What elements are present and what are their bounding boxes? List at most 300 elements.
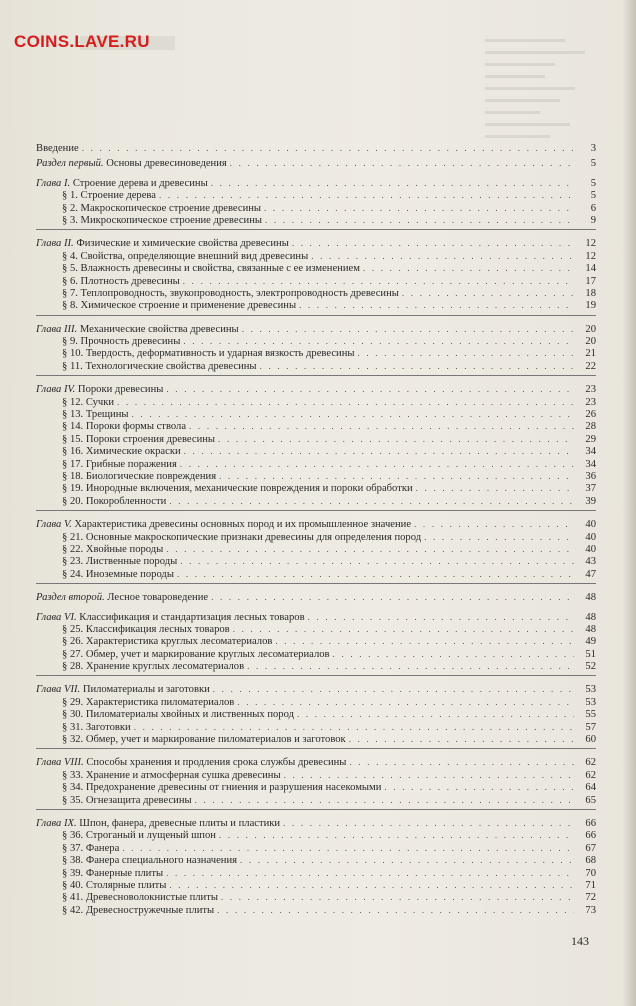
dot-leader [349,733,574,745]
toc-entry-section [36,769,596,781]
toc-entry-section [36,470,596,482]
toc-entry-label: § 3. Микроскопическое строение древесины [62,214,262,226]
toc-entry-title [36,178,211,189]
dot-leader [311,250,574,262]
toc-page-number: 60 [585,734,596,746]
toc-entry-section [36,708,596,720]
toc-page-number: 26 [585,409,596,421]
toc-entry-label: § 38. Фанера специального назначения [62,855,237,867]
divider-rule [36,748,596,749]
toc-entry-section [36,202,596,214]
toc-entry-label: Физические и химические свойства древесины [76,238,289,250]
toc-page-number: 29 [585,433,596,445]
divider-rule [36,510,596,511]
toc-entry-title [36,143,82,154]
toc-entry-section [36,189,596,201]
chapter-divider [36,507,596,511]
toc-entry-title [36,757,349,768]
toc-entry-section [36,287,596,299]
toc-entry-section [36,335,596,347]
toc-entry-section [36,794,596,806]
toc-entry-title [36,818,283,829]
toc-entry-section [36,879,596,891]
dot-leader [82,142,574,154]
divider-rule [36,229,596,230]
toc-entry-section [36,721,596,733]
toc-page-number: 21 [585,348,596,360]
toc-page-number: 65 [585,794,596,806]
chapter-divider [36,806,596,810]
toc-entry-title [62,336,183,347]
table-of-contents [36,142,596,916]
toc-entry-title [62,459,180,470]
toc-entry-label: § 15. Пороки строения древесины [62,433,216,445]
dot-leader [166,867,574,879]
toc-entry-section [36,250,596,262]
toc-entry-intro [36,142,596,154]
divider-rule [36,315,596,316]
toc-page-number: 51 [585,648,596,660]
toc-entry-label: § 37. Фанера [62,842,120,854]
dot-leader [219,829,574,841]
toc-entry-title [62,361,260,372]
toc-entry-section [36,299,596,311]
toc-entry-prefix: Глава I. [36,177,71,189]
toc-page-number: 40 [585,543,596,555]
toc-entry-label: § 21. Основные макроскопические признаки древесины для определения пород [62,531,422,543]
toc-page-number: 22 [585,360,596,372]
dot-leader [184,445,574,457]
toc-page-number: 62 [585,757,596,769]
toc-entry-section [36,262,596,274]
dot-leader [233,623,574,635]
toc-entry-prefix: Глава V. [36,519,72,531]
toc-entry-title [62,397,117,408]
toc-entry-section [36,275,596,287]
dot-leader [299,299,574,311]
toc-entry-label: § 8. Химическое строение и применение древесины [62,300,297,312]
toc-entry-title [36,612,308,623]
toc-entry-title [62,770,284,781]
toc-entry-label: § 10. Твердость, деформативность и ударная вязкость древесины [62,348,355,360]
dot-leader [180,458,574,470]
toc-entry-label: § 17. Грибные поражения [62,458,177,470]
toc-entry-title [62,203,264,214]
dot-leader [217,904,574,916]
toc-entry-title [62,661,247,672]
chapter-divider [36,312,596,316]
divider-rule [36,375,596,376]
dot-leader [189,420,574,432]
dot-leader [275,635,574,647]
toc-entry-label: Шпон, фанера, древесные плиты и пластики [79,817,281,829]
toc-entry-title [36,519,414,530]
chapter-divider [36,372,596,376]
toc-entry-title [62,471,219,482]
toc-page-number: 20 [585,336,596,348]
toc-entry-section [36,347,596,359]
toc-page-number: 72 [585,892,596,904]
toc-entry-title [62,624,233,635]
toc-entry-section [36,829,596,841]
toc-entry-section [36,531,596,543]
toc-entry-title [62,795,195,806]
toc-entry-title [62,636,275,647]
toc-page-number: 28 [585,421,596,433]
dot-leader [183,335,574,347]
dot-leader [132,408,574,420]
toc-entry-label: § 35. Огнезащита древесины [62,794,192,806]
toc-page-number: 34 [585,458,596,470]
toc-entry-section [36,555,596,567]
toc-entry-section [36,891,596,903]
toc-entry-chapter [36,177,596,189]
toc-entry-title [62,288,402,299]
toc-page-number: 43 [585,556,596,568]
toc-entry-label: § 1. Строение дерева [62,190,156,202]
toc-page-number: 20 [585,323,596,335]
toc-entry-label: Характеристика древесины основных пород и их промышленное значение [74,519,412,531]
toc-page-number: 49 [585,636,596,648]
toc-entry-chapter [36,611,596,623]
toc-page-number: 48 [585,623,596,635]
toc-entry-title [62,722,134,733]
toc-entry-label: § 14. Пороки формы ствола [62,421,187,433]
toc-page-number: 23 [585,384,596,396]
toc-entry-label: § 36. Строганый и лущеный шпон [62,830,216,842]
toc-entry-chapter [36,383,596,395]
toc-entry-chapter [36,756,596,768]
toc-page-number: 48 [585,592,596,604]
toc-entry-chapter [36,518,596,530]
dot-leader [211,591,574,603]
dot-leader [117,396,574,408]
dot-leader [213,683,574,695]
toc-entry-title [62,434,218,445]
dot-leader [195,794,574,806]
toc-entry-title [62,569,177,580]
toc-entry-section [36,420,596,432]
toc-page-number: 5 [590,177,596,189]
toc-entry-title [62,421,189,432]
page-edge-shadow [622,0,636,1006]
toc-entry-label: Введение [36,143,79,154]
toc-entry-label: § 34. Предохранение древесины от гниения и разрушения насекомыми [62,782,382,794]
toc-entry-section [36,458,596,470]
toc-entry-title [62,263,363,274]
toc-entry-title [62,782,384,793]
toc-page-number: 71 [585,879,596,891]
dot-leader [218,433,574,445]
toc-page-number: 66 [585,830,596,842]
toc-entry-label: § 9. Прочность древесины [62,336,181,348]
chapter-divider [36,580,596,584]
toc-entry-prefix: Глава IV. [36,384,76,396]
toc-entry-label: § 13. Трещины [62,409,129,421]
toc-entry-title [62,300,299,311]
toc-entry-title [36,324,242,335]
toc-entry-section [36,842,596,854]
toc-page-number: 9 [590,214,596,226]
toc-entry-title [62,830,219,841]
toc-page-number: 19 [585,300,596,312]
toc-entry-label: § 39. Фанерные плиты [62,867,164,879]
toc-entry-title [62,855,240,866]
toc-page-number: 73 [585,904,596,916]
toc-entry-title [62,734,349,745]
toc-entry-section [36,904,596,916]
toc-page-number: 68 [585,855,596,867]
toc-entry-chapter [36,323,596,335]
toc-entry-title [62,348,358,359]
toc-entry-section [36,660,596,672]
toc-entry-label: § 24. Иноземные породы [62,568,174,580]
toc-entry-title [62,892,221,903]
page-number: 143 [571,934,589,948]
toc-entry-prefix: Раздел первый. [36,158,104,170]
toc-entry-label: Основы древесиноведения [106,158,227,170]
dot-leader [284,769,574,781]
toc-entry-title [36,238,292,249]
dot-leader [169,495,574,507]
toc-entry-section [36,360,596,372]
toc-entry-label: § 2. Макроскопическое строение древесины [62,202,262,214]
dot-leader [333,648,574,660]
toc-entry-label: § 19. Инородные включения, механические повреждения и пороки обработки [62,483,413,495]
toc-entry-label: § 18. Биологические повреждения [62,470,217,482]
toc-page-number: 62 [585,769,596,781]
toc-entry-section [36,623,596,635]
dot-leader [416,482,574,494]
chapter-divider [36,672,596,676]
dot-leader [221,891,574,903]
toc-entry-section [36,781,596,793]
dot-leader [402,287,574,299]
toc-entry-label: Способы хранения и продления срока службы древесины [86,757,347,769]
dot-leader [264,202,574,214]
toc-page-number: 64 [585,782,596,794]
toc-entry-label: § 28. Хранение круглых лесоматериалов [62,661,245,673]
toc-entry-label: § 6. Плотность древесины [62,275,180,287]
toc-entry-label: § 31. Заготовки [62,721,131,733]
toc-entry-section [36,867,596,879]
toc-entry-label: § 4. Свойства, определяющие внешний вид древесины [62,250,309,262]
dot-leader [292,237,574,249]
toc-entry-label: § 27. Обмер, учет и маркирование круглых лесоматериалов [62,648,330,660]
divider-rule [36,675,596,676]
watermark[interactable]: COINS.LAVE.RU [14,32,150,51]
toc-entry-part [36,157,596,169]
dot-leader [211,177,574,189]
toc-entry-label: § 30. Пиломатериалы хвойных и лиственных пород [62,709,294,721]
toc-entry-section [36,696,596,708]
toc-page-number: 17 [585,275,596,287]
toc-entry-label: § 5. Влажность древесины и свойства, связанные с ее изменением [62,263,360,275]
dot-leader [180,555,574,567]
toc-entry-section [36,445,596,457]
toc-page-number: 5 [590,190,596,202]
toc-entry-title [62,649,333,660]
dot-leader [166,383,574,395]
dot-leader [308,611,574,623]
toc-entry-section [36,214,596,226]
toc-entry-label: § 20. Покоробленности [62,495,167,507]
divider-rule [36,583,596,584]
dot-leader [166,543,574,555]
toc-page-number: 53 [585,696,596,708]
toc-entry-label: § 32. Обмер, учет и маркирование пиломатериалов и заготовок [62,734,346,746]
dot-leader [159,189,574,201]
toc-entry-title [36,158,230,169]
toc-entry-title [36,592,211,603]
toc-entry-title [62,532,424,543]
toc-page-number: 47 [585,568,596,580]
toc-entry-section [36,635,596,647]
toc-entry-chapter [36,817,596,829]
toc-entry-label: Лесное товароведение [107,592,209,604]
dot-leader [384,781,574,793]
toc-entry-title [62,409,132,420]
toc-entry-label: § 7. Теплопроводность, звукопроводность, электропроводность древесины [62,287,399,299]
toc-entry-label: § 42. Древесностружечные плиты [62,904,215,916]
toc-entry-title [62,483,416,494]
toc-entry-prefix: Глава VI. [36,611,77,623]
toc-entry-chapter [36,683,596,695]
toc-page-number: 48 [585,611,596,623]
toc-page-number: 52 [585,661,596,673]
dot-leader [134,721,574,733]
toc-entry-section [36,854,596,866]
toc-entry-title [62,446,184,457]
dot-leader [349,756,574,768]
toc-page-number: 40 [585,519,596,531]
toc-entry-title [62,905,217,916]
toc-entry-title [36,384,166,395]
toc-entry-section [36,396,596,408]
dot-leader [240,854,574,866]
toc-entry-label: Механические свойства древесины [79,323,239,335]
dot-leader [122,842,574,854]
dot-leader [363,262,574,274]
dot-leader [177,568,574,580]
toc-entry-title [62,556,180,567]
chapter-divider [36,226,596,230]
toc-entry-title [62,709,297,720]
toc-page-number: 3 [590,143,596,154]
dot-leader [247,660,574,672]
toc-entry-label: § 29. Характеристика пиломатериалов [62,696,235,708]
toc-entry-label: § 41. Древесноволокнистые плиты [62,892,218,904]
toc-page-number: 37 [585,483,596,495]
toc-page-number: 34 [585,446,596,458]
toc-page-number: 39 [585,495,596,507]
toc-page-number: 12 [585,238,596,250]
toc-entry-label: Строение дерева и древесины [72,177,208,189]
toc-entry-label: § 26. Характеристика круглых лесоматериалов [62,636,273,648]
toc-entry-title [62,496,169,507]
toc-entry-title [62,190,159,201]
dot-leader [169,879,574,891]
toc-entry-title [62,215,265,226]
dot-leader [242,323,574,335]
toc-page-number: 23 [585,396,596,408]
dot-leader [265,214,574,226]
toc-entry-label: § 25. Классификация лесных товаров [62,623,230,635]
toc-page-number: 6 [590,202,596,214]
toc-entry-section [36,733,596,745]
toc-entry-label: § 22. Хвойные породы [62,543,164,555]
dot-leader [183,275,574,287]
dot-leader [297,708,574,720]
toc-entry-prefix: Глава VII. [36,684,81,696]
toc-entry-title [62,843,122,854]
toc-entry-label: Пиломатериалы и заготовки [82,684,210,696]
toc-entry-title [62,868,166,879]
toc-page-number: 53 [585,684,596,696]
toc-page-number: 5 [590,158,596,170]
toc-entry-section [36,568,596,580]
toc-entry-label: Классификация и стандартизация лесных товаров [79,611,305,623]
toc-page-number: 66 [585,817,596,829]
toc-entry-label: § 40. Столярные плиты [62,879,167,891]
toc-entry-section [36,482,596,494]
toc-entry-section [36,648,596,660]
dot-leader [283,817,574,829]
toc-entry-label: § 12. Сучки [62,396,115,408]
dot-leader [260,360,574,372]
toc-page-number: 40 [585,531,596,543]
toc-entry-part [36,591,596,603]
toc-entry-title [36,684,213,695]
toc-page-number: 14 [585,263,596,275]
dot-leader [424,531,574,543]
toc-page-number: 57 [585,721,596,733]
toc-page-number: 55 [585,709,596,721]
toc-entry-label: § 33. Хранение и атмосферная сушка древесины [62,769,281,781]
toc-page-number: 70 [585,867,596,879]
bleed-through-text [485,30,615,150]
toc-entry-prefix: Глава IX. [36,817,77,829]
toc-entry-prefix: Глава II. [36,238,74,250]
toc-entry-label: § 16. Химические окраски [62,446,181,458]
toc-entry-section [36,408,596,420]
toc-entry-label: § 23. Лиственные породы [62,556,178,568]
dot-leader [230,157,574,169]
toc-entry-section [36,495,596,507]
toc-entry-title [62,880,169,891]
toc-entry-prefix: Раздел второй. [36,592,105,604]
dot-leader [358,347,575,359]
toc-page-number: 12 [585,250,596,262]
toc-entry-prefix: Глава VIII. [36,757,84,769]
toc-entry-title [62,251,311,262]
toc-entry-chapter [36,237,596,249]
toc-entry-section [36,433,596,445]
toc-entry-title [62,276,183,287]
toc-entry-label: § 11. Технологические свойства древесины [62,360,257,372]
toc-page-number: 36 [585,470,596,482]
dot-leader [414,518,574,530]
toc-page-number: 18 [585,287,596,299]
toc-entry-section [36,543,596,555]
toc-page-number: 67 [585,842,596,854]
toc-entry-label: Пороки древесины [77,384,164,396]
toc-entry-title [62,697,237,708]
dot-leader [219,470,574,482]
chapter-divider [36,745,596,749]
divider-rule [36,809,596,810]
toc-entry-title [62,544,166,555]
